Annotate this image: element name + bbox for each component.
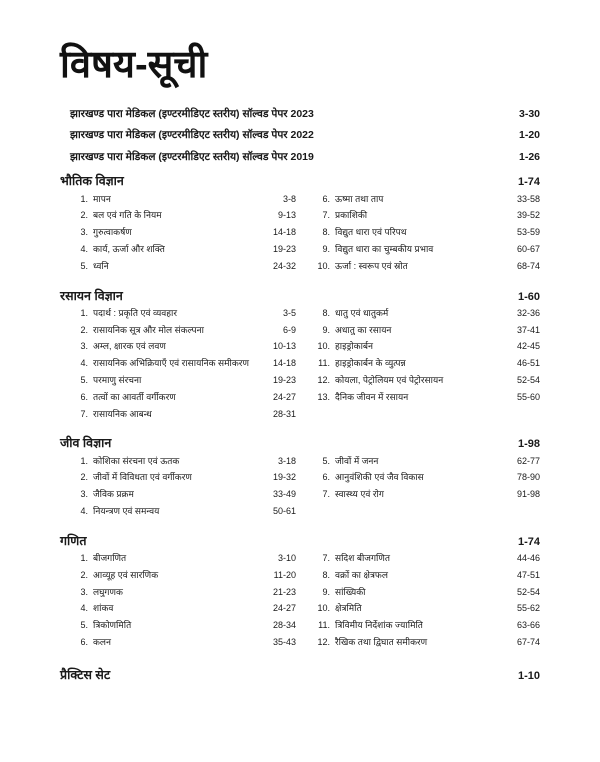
chapter-title: तत्वों का आवर्ती वर्गीकरण bbox=[93, 391, 176, 402]
chapter-pages: 9-13 bbox=[277, 210, 296, 221]
practice-set-label: प्रैक्टिस सेट bbox=[60, 667, 111, 682]
chapter-pages: 35-43 bbox=[272, 636, 296, 647]
chapter-row[interactable] bbox=[70, 392, 296, 403]
chapter-pages: 14-18 bbox=[272, 227, 296, 238]
chapter-title: आव्यूह एवं सारणिक bbox=[93, 569, 159, 580]
chapter-columns bbox=[60, 553, 540, 654]
chapter-pages: 55-60 bbox=[516, 391, 540, 402]
chapter-title: वक्रों का क्षेत्रफल bbox=[335, 569, 388, 580]
chapter-row[interactable] bbox=[312, 489, 540, 500]
chapter-row[interactable] bbox=[70, 472, 296, 483]
chapter-row[interactable] bbox=[70, 620, 296, 631]
solved-paper-title: झारखण्ड पारा मेडिकल (इण्टरमीडिएट स्तरीय) सॉल्वड पेपर 2022 bbox=[70, 129, 314, 142]
subject-section bbox=[60, 436, 540, 522]
chapter-row[interactable] bbox=[70, 244, 296, 255]
chapter-title: क्षेत्रमिति bbox=[335, 603, 362, 614]
chapter-number: 5. bbox=[80, 375, 88, 386]
chapter-row[interactable] bbox=[312, 358, 540, 369]
solved-paper-row[interactable] bbox=[60, 108, 540, 121]
chapter-row[interactable] bbox=[70, 325, 296, 336]
chapter-number: 10. bbox=[317, 341, 330, 352]
chapter-title: सदिश बीजगणित bbox=[335, 552, 390, 563]
chapter-row[interactable] bbox=[70, 603, 296, 614]
chapter-title: लघुगणक bbox=[93, 586, 123, 597]
chapter-pages: 14-18 bbox=[272, 358, 296, 369]
chapter-number: 6. bbox=[80, 391, 88, 402]
chapter-pages: 32-36 bbox=[516, 307, 540, 318]
chapter-columns bbox=[60, 308, 540, 426]
section-pages: 1-98 bbox=[517, 438, 540, 451]
chapter-row[interactable] bbox=[70, 194, 296, 205]
chapter-number: 9. bbox=[322, 324, 330, 335]
chapter-column-right bbox=[300, 456, 540, 523]
chapter-pages: 19-32 bbox=[272, 472, 296, 483]
chapter-columns bbox=[60, 456, 540, 523]
chapter-row[interactable] bbox=[312, 227, 540, 238]
chapter-pages: 19-23 bbox=[272, 244, 296, 255]
practice-set-pages: 1-10 bbox=[517, 669, 540, 682]
chapter-title: धातु एवं धातुकर्म bbox=[335, 307, 389, 318]
chapter-number: 2. bbox=[80, 324, 88, 335]
chapter-number: 8. bbox=[322, 307, 330, 318]
chapter-title: त्रिकोणमिति bbox=[93, 620, 132, 631]
chapter-pages: 67-74 bbox=[516, 636, 540, 647]
chapter-column-left bbox=[60, 553, 300, 654]
chapter-row[interactable] bbox=[312, 392, 540, 403]
chapter-number: 2. bbox=[80, 569, 88, 580]
chapter-row[interactable] bbox=[70, 570, 296, 581]
chapter-pages: 44-46 bbox=[516, 552, 540, 563]
chapter-pages: 52-54 bbox=[516, 586, 540, 597]
chapter-number: 12. bbox=[317, 636, 330, 647]
section-title: गणित bbox=[60, 533, 87, 548]
chapter-pages: 28-34 bbox=[272, 620, 296, 631]
chapter-title: रैखिक तथा द्विघात समीकरण bbox=[335, 636, 428, 647]
chapter-pages: 50-61 bbox=[272, 505, 296, 516]
chapter-row[interactable] bbox=[312, 341, 540, 352]
chapter-number: 7. bbox=[322, 552, 330, 563]
subject-section bbox=[60, 174, 540, 277]
chapter-pages: 39-52 bbox=[516, 210, 540, 221]
chapter-title: अधातु का रसायन bbox=[335, 324, 392, 335]
chapter-pages: 24-27 bbox=[272, 391, 296, 402]
chapter-number: 1. bbox=[80, 455, 88, 466]
section-pages: 1-74 bbox=[517, 535, 540, 548]
chapter-row[interactable] bbox=[312, 210, 540, 221]
chapter-column-right bbox=[300, 194, 540, 278]
solved-paper-pages: 1-20 bbox=[518, 129, 540, 142]
chapter-title: शांकव bbox=[93, 603, 114, 614]
section-header[interactable] bbox=[60, 534, 540, 549]
chapter-row[interactable] bbox=[70, 489, 296, 500]
chapter-number: 5. bbox=[322, 455, 330, 466]
chapter-row[interactable] bbox=[312, 375, 540, 386]
chapter-title: अम्ल, क्षारक एवं लवण bbox=[93, 341, 166, 352]
chapter-number: 6. bbox=[322, 472, 330, 483]
chapter-number: 3. bbox=[80, 586, 88, 597]
chapter-title: त्रिविमीय निर्देशांक ज्यामिति bbox=[335, 620, 423, 631]
chapter-pages: 78-90 bbox=[516, 472, 540, 483]
chapter-pages: 53-59 bbox=[516, 227, 540, 238]
chapter-title: ऊष्मा तथा ताप bbox=[335, 193, 384, 204]
chapter-title: जीवों में विविधता एवं वर्गीकरण bbox=[93, 472, 192, 483]
chapter-row[interactable] bbox=[312, 637, 540, 648]
chapter-title: कार्य, ऊर्जा और शक्ति bbox=[93, 244, 165, 255]
chapter-number: 10. bbox=[317, 260, 330, 271]
chapter-number: 9. bbox=[322, 244, 330, 255]
chapter-pages: 3-8 bbox=[282, 193, 296, 204]
chapter-pages: 63-66 bbox=[516, 620, 540, 631]
chapter-number: 7. bbox=[80, 408, 88, 419]
chapter-pages: 6-9 bbox=[282, 324, 296, 335]
chapter-row[interactable] bbox=[70, 456, 296, 467]
chapter-row[interactable] bbox=[70, 341, 296, 352]
chapter-title: पदार्थ : प्रकृति एवं व्यवहार bbox=[93, 307, 178, 318]
chapter-title: परमाणु संरचना bbox=[93, 375, 142, 386]
section-header[interactable] bbox=[60, 174, 540, 189]
chapter-number: 8. bbox=[322, 227, 330, 238]
chapter-number: 1. bbox=[80, 193, 88, 204]
chapter-number: 11. bbox=[318, 358, 330, 369]
chapter-number: 2. bbox=[80, 472, 88, 483]
chapter-column-left bbox=[60, 194, 300, 278]
chapter-title: बल एवं गति के नियम bbox=[93, 210, 162, 221]
section-title: भौतिक विज्ञान bbox=[60, 174, 124, 189]
chapter-row[interactable] bbox=[312, 472, 540, 483]
chapter-title: आनुवंशिकी एवं जैव विकास bbox=[335, 472, 424, 483]
chapter-number: 1. bbox=[80, 552, 88, 563]
chapter-number: 4. bbox=[80, 505, 88, 516]
chapter-number: 10. bbox=[317, 603, 330, 614]
chapter-pages: 24-27 bbox=[272, 603, 296, 614]
chapter-pages: 21-23 bbox=[272, 586, 296, 597]
chapter-number: 7. bbox=[322, 489, 330, 500]
chapter-title: दैनिक जीवन में रसायन bbox=[335, 391, 409, 402]
chapter-pages: 33-58 bbox=[516, 193, 540, 204]
chapter-column-left bbox=[60, 456, 300, 523]
chapter-column-right bbox=[300, 553, 540, 654]
table-of-contents bbox=[0, 88, 600, 683]
chapter-number: 12. bbox=[317, 375, 330, 386]
solved-paper-pages: 1-26 bbox=[518, 150, 540, 163]
chapter-title: स्वास्थ्य एवं रोग bbox=[335, 489, 384, 500]
chapter-pages: 46-51 bbox=[516, 358, 540, 369]
chapter-pages: 19-23 bbox=[272, 375, 296, 386]
chapter-title: विद्युत धारा का चुम्बकीय प्रभाव bbox=[335, 244, 434, 255]
section-pages: 1-74 bbox=[517, 176, 540, 189]
chapter-title: ध्वनि bbox=[93, 260, 109, 271]
chapter-number: 4. bbox=[80, 358, 88, 369]
chapter-title: जैविक प्रक्रम bbox=[93, 489, 134, 500]
solved-paper-title: झारखण्ड पारा मेडिकल (इण्टरमीडिएट स्तरीय) सॉल्वड पेपर 2023 bbox=[70, 107, 314, 120]
chapter-title: कलन bbox=[93, 636, 112, 647]
chapter-row[interactable] bbox=[312, 244, 540, 255]
chapter-number: 11. bbox=[318, 620, 330, 631]
chapter-row[interactable] bbox=[70, 506, 296, 517]
solved-paper-pages: 3-30 bbox=[518, 107, 540, 120]
chapter-title: नियन्त्रण एवं समन्वय bbox=[93, 505, 160, 516]
chapter-row[interactable] bbox=[70, 553, 296, 564]
chapter-row[interactable] bbox=[312, 194, 540, 205]
chapter-number: 6. bbox=[322, 193, 330, 204]
chapter-number: 6. bbox=[80, 636, 88, 647]
chapter-row[interactable] bbox=[312, 587, 540, 598]
chapter-title: रासायनिक आबन्ध bbox=[93, 408, 152, 419]
chapter-title: कोशिका संरचना एवं ऊतक bbox=[93, 455, 180, 466]
chapter-row[interactable] bbox=[312, 620, 540, 631]
chapter-pages: 11-20 bbox=[273, 569, 296, 580]
chapter-pages: 60-67 bbox=[516, 244, 540, 255]
chapter-row[interactable] bbox=[70, 308, 296, 319]
chapter-pages: 52-54 bbox=[516, 375, 540, 386]
chapter-pages: 55-62 bbox=[516, 603, 540, 614]
chapter-row[interactable] bbox=[70, 358, 296, 369]
chapter-columns bbox=[60, 194, 540, 278]
chapter-number: 5. bbox=[80, 620, 88, 631]
section-pages: 1-60 bbox=[517, 290, 540, 303]
chapter-pages: 68-74 bbox=[516, 260, 540, 271]
chapter-column-left bbox=[60, 308, 300, 426]
chapter-title: प्रकाशिकी bbox=[335, 210, 368, 221]
chapter-number: 13. bbox=[317, 391, 330, 402]
section-header[interactable] bbox=[60, 289, 540, 304]
solved-paper-row[interactable] bbox=[60, 151, 540, 164]
chapter-row[interactable] bbox=[312, 325, 540, 336]
chapter-pages: 3-18 bbox=[277, 455, 296, 466]
subject-section bbox=[60, 534, 540, 654]
section-title: जीव विज्ञान bbox=[60, 436, 112, 451]
chapter-title: हाइड्रोकार्बन bbox=[335, 341, 374, 352]
chapter-pages: 24-32 bbox=[272, 260, 296, 271]
chapter-row[interactable] bbox=[70, 261, 296, 272]
chapter-row[interactable] bbox=[312, 603, 540, 614]
section-header[interactable] bbox=[60, 436, 540, 451]
chapter-number: 3. bbox=[80, 489, 88, 500]
chapter-number: 3. bbox=[80, 341, 88, 352]
chapter-title: मापन bbox=[93, 193, 111, 204]
page-title: विषय-सूची bbox=[60, 44, 208, 86]
chapter-title: जीवों में जनन bbox=[335, 455, 379, 466]
solved-papers-list bbox=[60, 108, 540, 164]
section-title: रसायन विज्ञान bbox=[60, 288, 123, 303]
chapter-row[interactable] bbox=[70, 587, 296, 598]
subject-section bbox=[60, 289, 540, 426]
chapter-pages: 3-10 bbox=[277, 552, 296, 563]
chapter-number: 8. bbox=[322, 569, 330, 580]
chapter-number: 9. bbox=[322, 586, 330, 597]
chapter-row[interactable] bbox=[70, 210, 296, 221]
chapter-row[interactable] bbox=[70, 227, 296, 238]
chapter-row[interactable] bbox=[70, 375, 296, 386]
chapter-pages: 28-31 bbox=[272, 408, 296, 419]
chapter-title: रासायनिक अभिक्रियाएँ एवं रासायनिक समीकरण bbox=[93, 358, 249, 369]
chapter-column-right bbox=[300, 308, 540, 426]
solved-paper-row[interactable] bbox=[60, 129, 540, 142]
chapter-title: विद्युत धारा एवं परिपथ bbox=[335, 227, 407, 238]
chapter-title: कोयला, पेट्रोलियम एवं पेट्रोरसायन bbox=[335, 375, 444, 386]
subject-sections bbox=[60, 174, 540, 653]
chapter-pages: 47-51 bbox=[516, 569, 540, 580]
chapter-number: 7. bbox=[322, 210, 330, 221]
chapter-title: ऊर्जा : स्वरूप एवं स्रोत bbox=[335, 260, 408, 271]
chapter-title: बीजगणित bbox=[93, 552, 127, 563]
chapter-row[interactable] bbox=[312, 261, 540, 272]
chapter-row[interactable] bbox=[70, 637, 296, 648]
chapter-number: 3. bbox=[80, 227, 88, 238]
chapter-row[interactable] bbox=[312, 456, 540, 467]
chapter-row[interactable] bbox=[70, 409, 296, 420]
chapter-number: 4. bbox=[80, 244, 88, 255]
solved-paper-title: झारखण्ड पारा मेडिकल (इण्टरमीडिएट स्तरीय) सॉल्वड पेपर 2019 bbox=[70, 150, 314, 163]
chapter-row[interactable] bbox=[312, 553, 540, 564]
chapter-row[interactable] bbox=[312, 308, 540, 319]
chapter-number: 1. bbox=[80, 307, 88, 318]
chapter-pages: 37-41 bbox=[516, 324, 540, 335]
chapter-row[interactable] bbox=[312, 570, 540, 581]
chapter-pages: 62-77 bbox=[516, 455, 540, 466]
chapter-pages: 3-5 bbox=[282, 307, 296, 318]
chapter-title: गुरुत्वाकर्षण bbox=[93, 227, 132, 238]
chapter-pages: 42-45 bbox=[516, 341, 540, 352]
practice-set-row[interactable] bbox=[60, 668, 540, 683]
chapter-number: 5. bbox=[80, 260, 88, 271]
chapter-pages: 10-13 bbox=[272, 341, 296, 352]
chapter-title: हाइड्रोकार्बन के व्युत्पन्न bbox=[335, 358, 406, 369]
chapter-number: 2. bbox=[80, 210, 88, 221]
chapter-title: सांख्यिकी bbox=[335, 586, 366, 597]
chapter-title: रासायनिक सूत्र और मोल संकल्पना bbox=[93, 324, 204, 335]
chapter-pages: 33-49 bbox=[272, 489, 296, 500]
chapter-number: 4. bbox=[80, 603, 88, 614]
chapter-pages: 91-98 bbox=[516, 489, 540, 500]
